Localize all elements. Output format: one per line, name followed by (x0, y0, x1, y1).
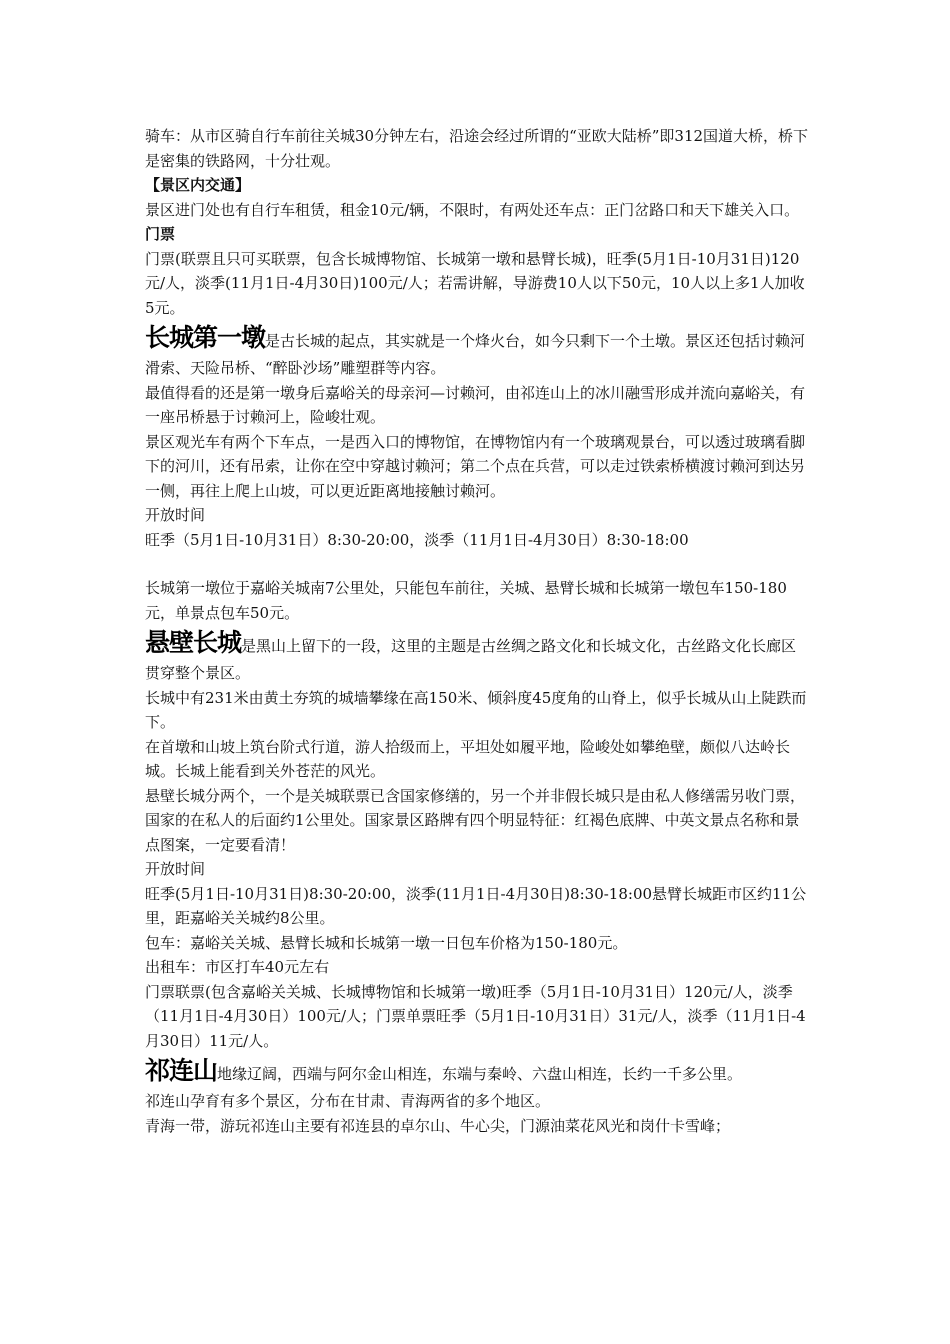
cliff-wall-p3: 悬壁长城分两个，一个是关城联票已含国家修缮的，另一个并非假长城只是由私人修缮需另收门票，国家的在私人的后面约1公里处。国家景区路牌有四个明显特征：红褐色底牌、中英文景点名称和景点图案，一定要看清！ (145, 786, 806, 854)
ticket-paragraph: 门票(联票且只可买联票，包含长城博物馆、长城第一墩和悬臂长城)，旺季(5月1日-10月31日)120元/人，淡季(11月1日-4月30日)100元/人；若需讲解，导游费10人以下50元，10人以上多1人加收5元。 (145, 249, 805, 317)
cliff-wall-hours-label: 开放时间 (145, 860, 206, 878)
cliff-wall-intro-paragraph (145, 625, 810, 686)
first-pier-intro-paragraph (145, 320, 810, 381)
first-pier-location: 长城第一墩位于嘉峪关城南7公里处，只能包车前往，关城、悬臂长城和长城第一墩包车150-180元，单景点包车50元。 (145, 579, 787, 622)
cliff-wall-charter: 包车：嘉峪关关城、悬臂长城和长城第一墩一日包车价格为150-180元。 (145, 933, 628, 952)
ticket-heading: 门票 (145, 225, 176, 243)
first-pier-p1: 最值得看的还是第一墩身后嘉峪关的母亲河—讨赖河，由祁连山上的冰川融雪形成并流向嘉峪关，有一座吊桥悬于讨赖河上，险峻壮观。 (145, 383, 806, 426)
inner-transport-heading: 【景区内交通】 (145, 176, 251, 194)
bike-paragraph: 骑车：从市区骑自行车前往关城30分钟左右，沿途会经过所谓的“亚欧大陆桥”即312国道大桥，桥下是密集的铁路网，十分壮观。 (145, 127, 809, 170)
first-pier-p2: 景区观光车有两个下车点，一是西入口的博物馆，在博物馆内有一个玻璃观景台，可以透过玻璃看脚下的河川，还有吊索，让你在空中穿越讨赖河；第二个点在兵营，可以走过铁索桥横渡讨赖河到达另一侧，再往上爬上山坡，可以更近距离地接触讨赖河。 (145, 432, 806, 500)
inner-transport-paragraph: 景区进门处也有自行车租赁，租金10元/辆，不限时，有两处还车点：正门岔路口和天下雄关入口。 (145, 200, 800, 219)
qilian-p1: 祁连山孕育有多个景区，分布在甘肃、青海两省的多个地区。 (145, 1092, 551, 1110)
cliff-wall-p1: 长城中有231米由黄土夯筑的城墙攀缘在高150米、倾斜度45度角的山脊上，似乎长城从山上陡跌而下。 (145, 688, 807, 731)
qilian-intro-paragraph (145, 1053, 810, 1089)
cliff-wall-taxi: 出租车：市区打车40元左右 (145, 958, 330, 976)
first-pier-hours: 旺季（5月1日-10月31日）8:30-20:00，淡季（11月1日-4月30日）8:30-18:00 (145, 530, 689, 549)
first-pier-hours-label: 开放时间 (145, 506, 206, 524)
spacer (145, 552, 810, 576)
cliff-wall-title: 悬壁长城 (145, 628, 242, 657)
first-pier-intro: 是古长城的起点，其实就是一个烽火台，如今只剩下一个土墩。景区还包括讨赖河滑索、天险吊桥、“醉卧沙场”雕塑群等内容。 (145, 332, 806, 377)
first-pier-title: 长城第一墩 (145, 323, 266, 352)
qilian-p2: 青海一带，游玩祁连山主要有祁连县的卓尔山、牛心尖，门源油菜花风光和岗什卡雪峰； (145, 1116, 731, 1135)
cliff-wall-ticket: 门票联票(包含嘉峪关关城、长城博物馆和长城第一墩)旺季（5月1日-10月31日）120元/人，淡季（11月1日-4月30日）100元/人；门票单票旺季（5月1日-10月31日）31元/人，淡季（11月1日-4月30日）11元/人。 (145, 982, 806, 1050)
document-page (145, 124, 810, 1138)
qilian-intro: 地缘辽阔，西端与阿尔金山相连，东端与秦岭、六盘山相连，长约一千多公里。 (217, 1065, 743, 1083)
cliff-wall-hours: 旺季(5月1日-10月31日)8:30-20:00，淡季(11月1日-4月30日)8:30-18:00悬臂长城距市区约11公里，距嘉峪关关城约8公里。 (145, 884, 807, 927)
qilian-title: 祁连山 (145, 1056, 218, 1085)
cliff-wall-intro: 是黑山上留下的一段，这里的主题是古丝绸之路文化和长城文化，古丝路文化长廊区贯穿整个景区。 (145, 637, 797, 682)
cliff-wall-p2: 在首墩和山坡上筑台阶式行道，游人拾级而上，平坦处如履平地，险峻处如攀绝壁，颇似八达岭长城。长城上能看到关外苍茫的风光。 (145, 737, 791, 780)
